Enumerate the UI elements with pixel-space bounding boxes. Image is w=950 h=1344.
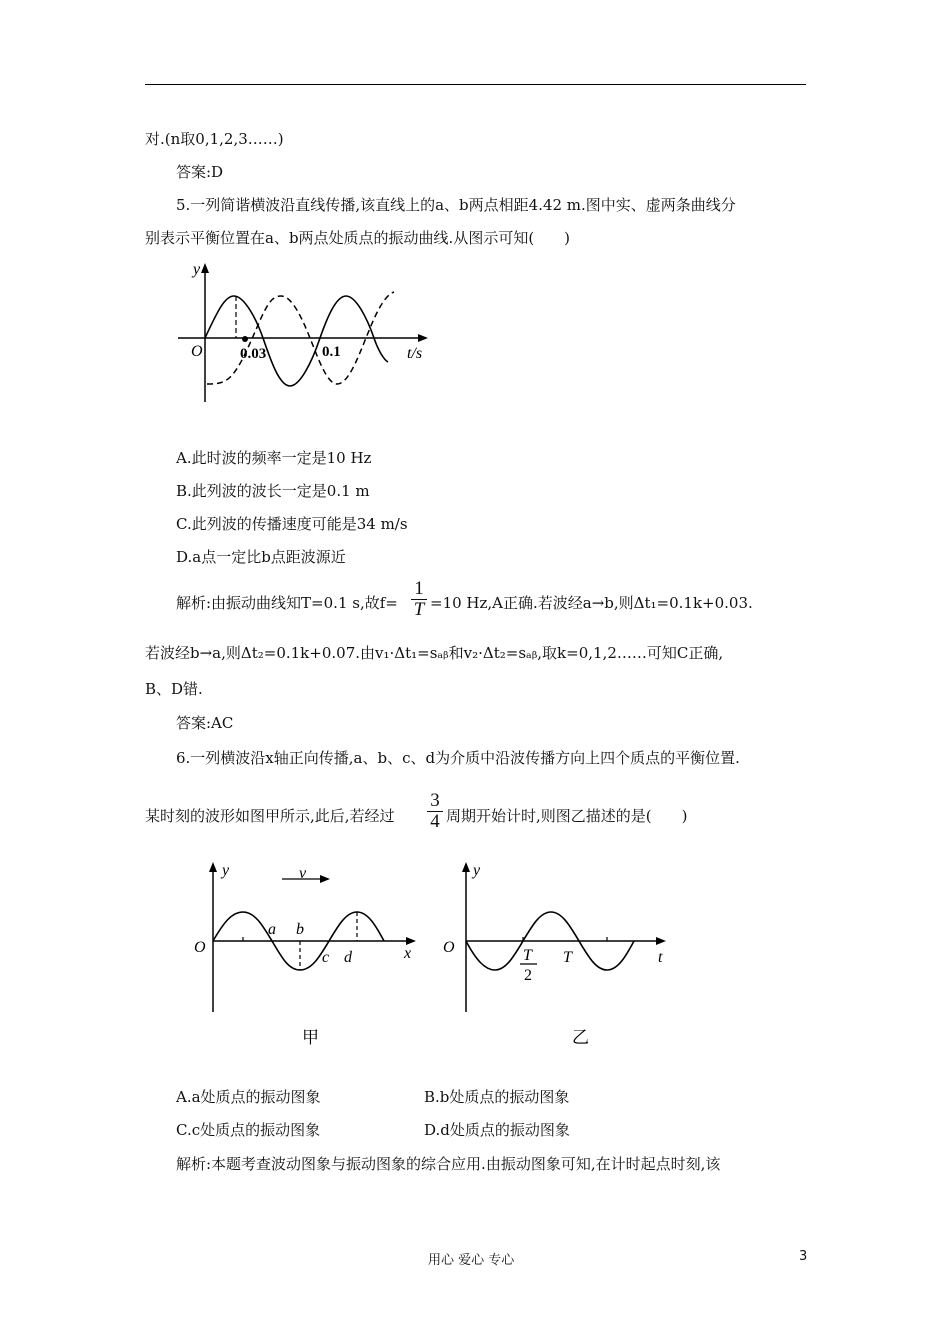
- x-label: x: [404, 945, 412, 962]
- option-d: D.d处质点的振动图象: [424, 1121, 570, 1139]
- y-label: y: [193, 261, 201, 278]
- option-b: B.此列波的波长一定是0.1 m: [176, 482, 370, 500]
- half-period-denominator: 2: [524, 967, 532, 984]
- velocity-arrow-head: [320, 875, 330, 883]
- option-a: A.此时波的频率一定是10 Hz: [176, 449, 372, 467]
- y-axis-arrow: [209, 862, 217, 872]
- solution-line: 解析:本题考查波动图象与振动图象的综合应用.由振动图象可知,在计时起点时刻,该: [176, 1155, 721, 1173]
- option-c: C.此列波的传播速度可能是34 m/s: [176, 515, 408, 533]
- vibration-figure-yi: [438, 852, 678, 1052]
- tick-label-003: 0.03: [240, 346, 267, 362]
- fraction-numerator: 3: [430, 790, 440, 811]
- footer-text: 用心 爱心 专心: [428, 1253, 515, 1268]
- x-axis-arrow: [406, 937, 416, 945]
- origin-label: O: [194, 939, 206, 956]
- solution-line-1b: =10 Hz,A正确.若波经a→b,则Δt₁=0.1k+0.03.: [430, 594, 753, 612]
- tick-label-01: 0.1: [322, 344, 341, 360]
- point-b-label: b: [296, 921, 304, 938]
- option-c: C.c处质点的振动图象: [176, 1121, 321, 1139]
- y-label: y: [222, 862, 230, 879]
- option-b: B.b处质点的振动图象: [424, 1088, 570, 1106]
- t-label: t: [658, 949, 663, 966]
- point-c-label: c: [322, 949, 330, 966]
- origin-label: O: [443, 939, 455, 956]
- solution-line-2: 若波经b→a,则Δt₂=0.1k+0.07.由v₁·Δt₁=sₐᵦ和v₂·Δt₂=sₐᵦ,取k=0,1,2……可知C正确,: [145, 644, 724, 662]
- v-label: v: [299, 865, 307, 882]
- t-axis-arrow: [418, 334, 428, 342]
- header-rule: [145, 84, 806, 85]
- y-axis-arrow: [201, 263, 209, 273]
- y-axis-arrow: [462, 862, 470, 872]
- marker-dot: [242, 336, 248, 342]
- vibration-curves-figure: [175, 255, 435, 410]
- point-d-label: d: [344, 949, 352, 966]
- question-6-stem: 6.一列横波沿x轴正向传播,a、b、c、d为介质中沿波传播方向上四个质点的平衡位置.: [176, 749, 740, 767]
- fraction-3-over-4: [426, 791, 444, 832]
- fraction-denominator: 4: [430, 811, 440, 832]
- solution-line-1a: 解析:由振动曲线知T=0.1 s,故f=: [176, 594, 398, 612]
- question-5-stem: 5.一列简谐横波沿直线传播,该直线上的a、b两点相距4.42 m.图中实、虚两条曲线分: [176, 196, 736, 214]
- t-label: t/s: [407, 345, 423, 362]
- period-label: T: [563, 949, 572, 966]
- y-label: y: [473, 862, 481, 879]
- option-d: D.a点一定比b点距波源近: [176, 548, 346, 566]
- text-line: 对.(n取0,1,2,3……): [145, 130, 284, 148]
- fraction-denominator: T: [413, 599, 425, 620]
- question-5-stem-cont: 别表示平衡位置在a、b两点处质点的振动曲线.从图示可知( ): [145, 229, 571, 247]
- option-a: A.a处质点的振动图象: [176, 1088, 321, 1106]
- point-a-label: a: [268, 921, 276, 938]
- half-period-numerator: T: [523, 947, 532, 964]
- fraction-numerator: 1: [414, 578, 424, 599]
- answer-line: 答案:D: [176, 163, 224, 181]
- question-6-stem-cont-a: 某时刻的波形如图甲所示,此后,若经过: [145, 807, 395, 825]
- wave-figure-jia: [188, 852, 418, 1052]
- question-6-stem-cont-b: 周期开始计时,则图乙描述的是( ): [446, 807, 688, 825]
- figure-caption-yi: 乙: [572, 1028, 589, 1047]
- figure-caption-jia: 甲: [302, 1028, 319, 1047]
- solution-line-3: B、D错.: [145, 680, 203, 698]
- fraction-1-over-T: [410, 579, 428, 620]
- t-axis-arrow: [656, 937, 666, 945]
- answer-line: 答案:AC: [176, 714, 234, 732]
- origin-label: O: [191, 343, 203, 360]
- page-number: 3: [799, 1249, 808, 1264]
